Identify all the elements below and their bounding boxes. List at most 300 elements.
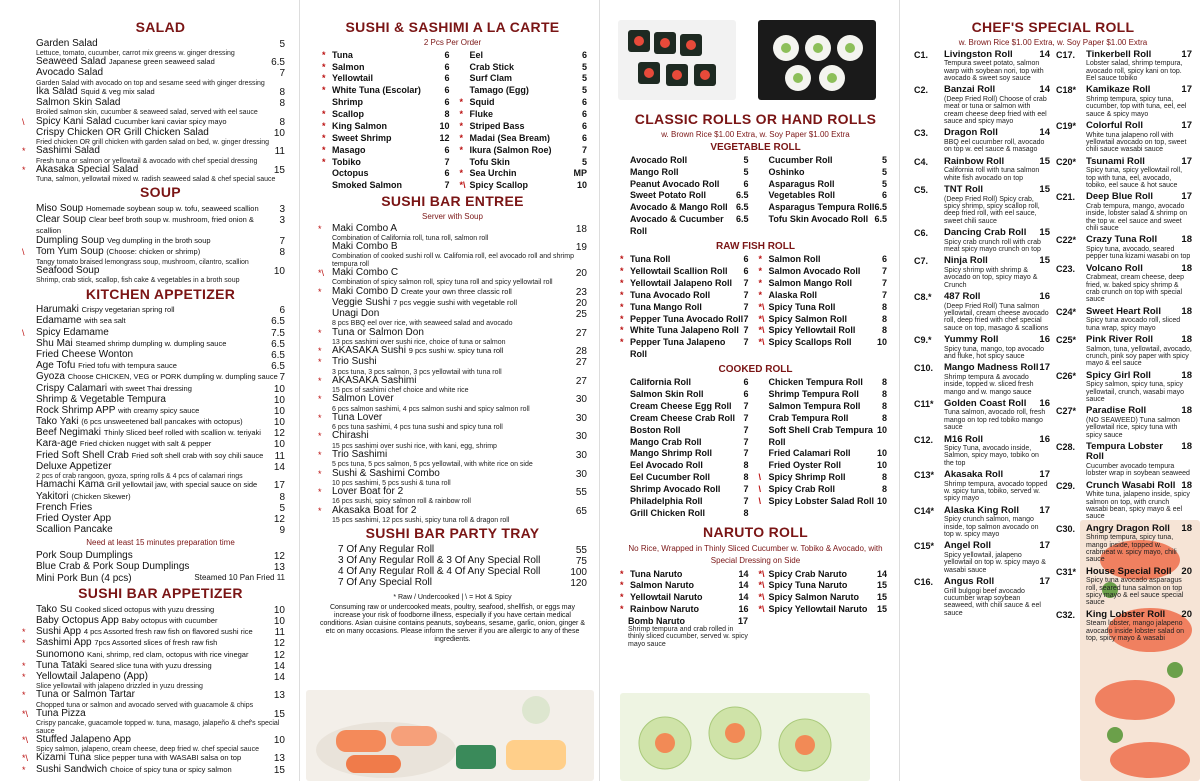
chef-roll-name: Angry Dragon Roll	[1086, 522, 1170, 534]
roll-price: 5	[743, 154, 749, 165]
spicy-raw-marker: *	[459, 97, 464, 108]
roll-item	[763, 377, 888, 389]
roll-name: Sweet Potato Roll	[630, 190, 707, 201]
item-price: 5	[279, 38, 285, 50]
item-price: 6.5	[271, 316, 285, 328]
chef-roll-item	[914, 470, 1050, 503]
chef-roll-name: Deep Blue Roll	[1086, 191, 1154, 203]
roll-price: 7	[743, 436, 749, 447]
chef-roll-name: House Special Roll	[1086, 565, 1172, 577]
roll-item	[322, 144, 450, 157]
roll-name: Yellowtail	[332, 73, 374, 84]
roll-item	[620, 289, 749, 302]
chef-roll-name: Angel Roll	[944, 540, 991, 552]
item-price: 10	[273, 417, 285, 429]
roll-price: 5	[581, 73, 587, 84]
prep-note: Need at least 15 minutes preparation time	[86, 538, 235, 548]
item-price: 19	[575, 242, 587, 254]
menu-item-name	[332, 376, 416, 387]
menu-item	[36, 68, 285, 87]
spicy-raw-marker: *	[22, 164, 26, 175]
chef-roll-body	[1086, 85, 1192, 118]
roll-price: 10	[876, 495, 887, 506]
roll-price: 7	[581, 144, 587, 155]
roll-price: 8	[881, 472, 887, 483]
roll-price: 5	[581, 156, 587, 167]
roll-item	[322, 85, 450, 97]
entree-sub: Server with Soup	[422, 211, 483, 221]
roll-name: California Roll	[630, 377, 692, 388]
allergy-warning: Consuming raw or undercooked meats, poultry, seafood, shellfish, or eggs may increase your risk of foodborne illness, especially if you have certain medical conditions. Asian cuisine contains peanuts, soybeans, sesame, garlic, onion, ginger & etc on many occasions. Please inform the server if you are allergic to any of these ingredients.	[320, 603, 585, 643]
chef-roll-body	[1086, 192, 1192, 232]
chef-roll-price: 15	[1039, 255, 1050, 267]
roll-name: Spicy Salmon Naruto	[768, 592, 860, 603]
raw-fish-roll-title: RAW FISH ROLL	[716, 240, 795, 252]
chef-roll-body	[1086, 50, 1192, 83]
chef-roll-body	[944, 577, 1050, 617]
roll-name: Philadelphia Roll	[630, 495, 703, 506]
chef-roll-name: Colorful Roll	[1086, 119, 1143, 131]
menu-item-name	[332, 328, 424, 339]
chef-roll-price: 18	[1181, 262, 1192, 274]
chef-roll-description: Spicy tuna, mango, top avocado and fluke, hot spicy sauce	[944, 345, 1045, 360]
menu-item-row	[36, 462, 285, 473]
roll-item	[464, 157, 588, 169]
item-price: 100	[570, 567, 587, 579]
chef-roll-name: TNT Roll	[944, 183, 984, 195]
roll-item	[620, 277, 749, 290]
roll-item	[322, 73, 450, 85]
spicy-raw-marker: *	[620, 266, 624, 276]
chef-roll-name-row	[1086, 85, 1192, 96]
roll-name: Octopus	[332, 168, 369, 179]
chef-roll-name-row	[1086, 235, 1192, 246]
chef-roll-body	[1086, 264, 1192, 304]
item-price: 30	[575, 431, 587, 443]
chef-roll-name-row	[944, 128, 1050, 139]
menu-item-name	[36, 316, 126, 327]
roll-name: Crab Tempura Roll	[768, 412, 849, 423]
roll-item	[624, 508, 749, 520]
roll-price: 8	[881, 377, 887, 388]
chef-roll-description: Crab tempura, mango, avocado inside, lobster salad & shrimp on the top w. eel sauce and sweet chili sauce	[1086, 202, 1188, 232]
roll-item	[763, 155, 888, 167]
item-price: 8	[279, 491, 285, 503]
item-inline-desc: Grill yellowtail jaw, with special sauce on side	[107, 480, 258, 490]
chef-roll-number: C15*	[914, 541, 935, 552]
spicy-raw-marker: *	[322, 73, 326, 84]
spicy-raw-marker: *	[318, 346, 322, 357]
roll-item	[624, 448, 749, 460]
menu-item	[318, 267, 587, 287]
menu-item-row	[36, 361, 285, 372]
chef-roll-item	[914, 335, 1050, 360]
item-price: 3	[279, 215, 285, 227]
spicy-raw-marker: *	[318, 487, 322, 498]
item-name: Veggie Sushi	[332, 296, 391, 308]
item-description: Tangy tomato braised lemongrass soup, mushroom, cilantro, scallion	[36, 258, 249, 266]
chef-roll-name: Dragon Roll	[944, 127, 998, 139]
item-price: 8	[279, 116, 285, 128]
item-name: Fried Oyster App	[36, 512, 112, 524]
menu-item	[36, 266, 285, 285]
roll-name: Fried Calamari Roll	[768, 448, 851, 459]
entree-title: SUSHI BAR ENTREE	[381, 193, 524, 210]
roll-item	[459, 180, 588, 192]
roll-name: Tofu Skin Avocado Roll	[768, 214, 869, 225]
pan-fried-price: Pan Fried 11	[239, 572, 285, 582]
item-price: 13	[273, 690, 285, 702]
menu-item-row	[36, 266, 285, 277]
menu-item	[332, 242, 587, 268]
chef-roll-name: M16 Roll	[944, 433, 984, 445]
legend-note: * Raw / Undercooked | \ = Hot & Spicy	[393, 593, 512, 601]
item-name: Crispy Chicken OR Grill Chicken Salad	[36, 126, 209, 138]
menu-item-name	[36, 98, 121, 109]
menu-item	[36, 215, 285, 236]
item-name: AKASAKA Sushi	[332, 345, 406, 357]
item-inline-desc: Squid & veg mix salad	[80, 86, 155, 96]
item-name: Beef Negimaki	[36, 427, 102, 439]
roll-name: Masago	[332, 144, 366, 155]
chef-roll-body	[1086, 235, 1192, 260]
item-price: 17	[273, 480, 285, 492]
roll-item	[758, 472, 888, 484]
item-price: 14	[273, 671, 285, 683]
chef-roll-name: Dancing Crab Roll	[944, 226, 1027, 238]
menu-item-name	[36, 765, 232, 776]
spicy-raw-marker: *	[322, 144, 326, 155]
item-price: 120	[570, 578, 587, 590]
item-inline-desc: Steamed shrimp dumpling w. dumpling sauce	[75, 338, 227, 348]
item-price: 10	[273, 394, 285, 406]
roll-name: King Salmon	[332, 120, 388, 131]
roll-name: Salmon Skin Roll	[630, 389, 704, 400]
spicy-raw-marker: *\	[22, 734, 29, 745]
roll-price: 5	[581, 61, 587, 72]
item-name: Shu Mai	[36, 337, 73, 349]
spicy-raw-marker: *	[459, 109, 464, 119]
roll-item	[763, 202, 888, 214]
chef-roll-item	[1056, 157, 1192, 190]
roll-price: 8	[743, 507, 749, 518]
menu-item-name	[36, 305, 175, 316]
menu-item-row	[22, 707, 285, 720]
chef-roll-body	[944, 50, 1050, 83]
menu-item	[22, 733, 285, 754]
item-inline-desc: Cucumber kani caviar spicy mayo	[114, 116, 227, 126]
roll-item	[758, 313, 888, 326]
menu-item-name	[338, 578, 432, 589]
item-price: 27	[575, 327, 587, 339]
menu-item-name	[36, 735, 131, 746]
item-description: 15 pcs of sashimi chef choice and white rice	[332, 387, 469, 395]
item-inline-desc: Choose CHICKEN, VEG or PORK dumpling w. dumpling sauce	[67, 372, 278, 382]
chef-roll-description: Tuna salmon, avocado roll, fresh mango on top red tobiko mango sauce	[944, 409, 1046, 432]
item-name: Tuna Tataki	[36, 659, 88, 671]
chef-roll-number: C3.	[914, 128, 929, 139]
item-price: 10	[273, 734, 285, 746]
classic-rolls-title: CLASSIC ROLLS OR HAND ROLLS	[634, 111, 877, 127]
spicy-raw-marker: *	[620, 337, 624, 348]
roll-name: Pepper Tuna Jalapeno Roll	[630, 337, 726, 360]
chef-roll-price: 17	[1181, 119, 1192, 131]
item-description: Spicy salmon, jalapeno, cream cheese, deep fried w. chef special sauce	[36, 746, 259, 754]
item-price: 7	[279, 236, 285, 248]
menu-item-name	[36, 709, 86, 720]
roll-name: Salmon Roll	[768, 254, 821, 265]
roll-item	[758, 254, 888, 266]
item-name: Avocado Salad	[36, 67, 104, 79]
menu-item-name	[36, 627, 253, 638]
roll-name: Vegetables Roll	[768, 190, 836, 201]
item-inline-desc: Cooked sliced octopus with yuzu dressing	[74, 604, 215, 614]
roll-name: Tuna Mango Roll	[630, 301, 702, 312]
item-inline-desc: Baby octopus with cucumber	[121, 615, 218, 625]
chef-roll-price: 18	[1181, 440, 1192, 452]
chef-roll-description: Shrimp tempura, spicy tuna, mango inside, topped w. crabmeat w. spicy mayo, chili sauce	[1086, 534, 1177, 564]
chef-roll-name-row	[1086, 406, 1192, 417]
spicy-raw-marker: *	[318, 327, 322, 338]
menu-item	[36, 128, 285, 147]
item-price: 5	[279, 502, 285, 514]
roll-price: 10	[876, 448, 887, 459]
item-name: Crispy Calamari	[36, 382, 108, 394]
roll-item	[758, 495, 888, 508]
roll-item	[620, 313, 749, 326]
menu-item-name	[332, 287, 512, 298]
chef-roll-item	[914, 292, 1050, 332]
roll-price: 7	[743, 495, 749, 506]
roll-price: 6	[743, 266, 749, 276]
chef-roll-item	[1056, 235, 1192, 260]
menu-item-name	[36, 68, 103, 79]
item-price: 10	[273, 266, 285, 277]
item-price: 8	[279, 247, 285, 259]
roll-item	[758, 277, 888, 290]
roll-name: Mango Crab Roll	[630, 436, 702, 447]
item-name: Maki Combo B	[332, 241, 398, 253]
party-tray-list	[318, 545, 587, 590]
menu-item	[318, 374, 587, 395]
menu-item-name	[36, 87, 155, 98]
chef-roll-name: Mango Madness Roll	[944, 362, 1039, 374]
roll-name: Chicken Tempura Roll	[768, 377, 863, 388]
roll-item	[624, 472, 749, 484]
menu-item-name	[36, 128, 209, 139]
chef-roll-name-row	[944, 85, 1050, 96]
chef-roll-price: 17	[1181, 155, 1192, 167]
roll-item	[464, 50, 588, 62]
chef-roll-name: Rainbow Roll	[944, 155, 1005, 167]
chef-roll-number: C12.	[914, 434, 934, 445]
chef-roll-name-row	[944, 157, 1050, 168]
roll-name: Salmon Mango Roll	[768, 277, 853, 288]
chef-roll-name-row	[1086, 335, 1192, 346]
roll-price: 6	[881, 190, 887, 201]
menu-item	[22, 670, 285, 691]
spicy-raw-marker: *	[758, 277, 763, 288]
item-inline-desc: with sweet Thai dressing	[109, 383, 192, 393]
spicy-raw-marker: *	[459, 120, 464, 131]
chef-roll-number: C16.	[914, 577, 934, 588]
menu-item	[22, 689, 285, 709]
roll-price: 6	[444, 144, 450, 155]
roll-item	[624, 377, 749, 389]
spicy-raw-marker: *	[322, 49, 326, 60]
cooked-roll-title: COOKED ROLL	[718, 364, 793, 375]
roll-name: Eel Cucumber Roll	[630, 472, 711, 483]
chef-roll-number: C7.	[914, 256, 929, 267]
roll-name: Fluke	[469, 109, 494, 119]
spicy-raw-marker: *	[318, 505, 322, 516]
chef-roll-body	[1086, 157, 1192, 190]
menu-item-row	[318, 411, 587, 424]
roll-price: 6	[743, 377, 749, 388]
item-name: 7 Of Any Special Roll	[338, 577, 432, 589]
menu-item-name	[36, 650, 248, 661]
roll-item	[322, 49, 450, 62]
roll-name: Shrimp Tempura Roll	[768, 389, 859, 400]
naruto-sub: No Rice, Wrapped in Thinly Sliced Cucumber w. Tobiko & Avocado, with Special Dressing on Side	[628, 544, 883, 565]
chef-roll-body	[1086, 610, 1192, 643]
menu-item-name	[332, 450, 387, 461]
roll-name: Tuna Avocado Roll	[630, 289, 711, 300]
chef-roll-body	[1086, 481, 1192, 521]
menu-item-name	[36, 462, 112, 473]
chef-roll-name-row	[944, 399, 1050, 410]
chef-roll-description: Cucumber avocado tempura lobster wrap in soybean seaweed	[1086, 463, 1190, 478]
item-price: 8	[279, 86, 285, 98]
roll-item	[758, 337, 888, 349]
menu-item-row	[318, 430, 587, 443]
spicy-raw-marker: *\	[459, 180, 466, 191]
spicy-raw-marker: *	[620, 277, 624, 288]
item-name: Harumaki	[36, 304, 79, 316]
item-name: Akasaka Boat for 2	[332, 504, 417, 516]
spicy-raw-marker: *	[459, 168, 464, 179]
menu-item	[318, 467, 587, 488]
roll-price: 7	[444, 180, 450, 191]
chef-roll-number: C17.	[1056, 49, 1076, 60]
roll-item	[624, 167, 749, 179]
naruto-title: NARUTO ROLL	[703, 523, 808, 540]
chef-roll-description: Spicy crunch salmon, mango inside, top salmon avocado on top w. spicy mayo	[944, 516, 1039, 539]
roll-name: Smoked Salmon	[332, 180, 403, 191]
roll-price: 15	[876, 580, 887, 591]
spicy-raw-marker: \	[22, 327, 25, 338]
chef-roll-name-row	[944, 335, 1050, 346]
spicy-raw-marker: *	[322, 132, 326, 143]
roll-item	[620, 604, 749, 616]
spicy-raw-marker: *\	[758, 604, 765, 615]
item-description: Combination of spicy salmon roll, spicy tuna roll and spicy yellowtail roll	[332, 279, 553, 287]
roll-item	[758, 604, 888, 616]
item-name: Fried Soft Shell Crab	[36, 449, 129, 461]
menu-item	[36, 462, 285, 481]
menu-item-name	[332, 413, 382, 424]
spicy-raw-marker: *	[318, 223, 322, 234]
chef-roll-item	[914, 506, 1050, 539]
roll-price: 6	[881, 254, 887, 265]
chef-roll-name-row	[1086, 192, 1192, 203]
roll-price: 6	[444, 85, 450, 96]
dumpling-prices	[194, 574, 285, 583]
chef-roll-price: 18	[1181, 333, 1192, 345]
item-name: Deluxe Appetizer	[36, 460, 112, 472]
menu-item-name	[36, 395, 166, 406]
roll-item	[459, 132, 588, 145]
roll-name: Spicy Crab Roll	[768, 484, 836, 495]
roll-name: Mango Roll	[630, 166, 679, 177]
item-price: 14	[273, 660, 285, 672]
menu-item-row	[318, 222, 587, 235]
spicy-raw-marker: *	[318, 375, 322, 386]
roll-price: 7	[743, 484, 749, 495]
item-name: Age Tofu	[36, 360, 76, 372]
dumpling-name: Mini Pork Bun (4 pcs)	[36, 572, 132, 584]
item-name: Maki Combo C	[332, 267, 399, 279]
item-name: Salmon Skin Salad	[36, 97, 121, 109]
roll-price: 6	[743, 389, 749, 400]
roll-price: 7	[743, 337, 749, 348]
roll-item	[459, 144, 588, 157]
item-name: French Fries	[36, 501, 93, 513]
item-inline-desc: 7pcs Assorted slices of fresh raw fish	[94, 638, 218, 648]
menu-item-name	[36, 514, 111, 525]
chef-roll-name-row	[944, 363, 1050, 374]
chef-roll-description: White tuna jalapeno roll with yellowtail avocado on top, sweet chili sauce wasabi sauce	[1086, 131, 1187, 154]
menu-item-row	[318, 504, 587, 517]
roll-name: Madai (Sea Bream)	[469, 132, 551, 143]
menu-item-name	[36, 165, 138, 176]
chef-roll-description: (Deep Fried Roll) Spicy crab, spicy shrimp, spicy scallop roll, deep fried roll, with eel sauce, sweet chili sauce	[944, 195, 1040, 225]
item-price: 15	[273, 164, 285, 176]
chef-roll-price: 15	[1039, 155, 1050, 167]
spicy-raw-marker: *	[22, 627, 26, 638]
chef-roll-name-row	[1086, 442, 1192, 463]
item-name: Spicy Edamame	[36, 326, 109, 338]
menu-item-row	[36, 68, 285, 79]
chef-roll-description: Spicy tuna, spicy yellowtail roll, top with tuna, eel, avocado, tobiko, eel sauce & hot sauce	[1086, 167, 1183, 189]
sushi-rolls-photo-2	[758, 20, 876, 100]
item-price: 18	[575, 223, 587, 235]
item-price: 25	[575, 309, 587, 321]
chef-roll-price: 18	[1181, 522, 1192, 534]
roll-item	[624, 496, 749, 508]
roll-item	[624, 179, 749, 191]
roll-price: 15	[876, 604, 887, 615]
roll-price: 6.5	[874, 202, 887, 213]
chef-roll-item	[914, 435, 1050, 468]
menu-item-name	[36, 57, 215, 68]
chef-roll-name-row	[1086, 264, 1192, 275]
dumpling-name: Pork Soup Dumplings	[36, 550, 133, 562]
menu-item-name	[36, 753, 241, 764]
chef-roll-price: 17	[1039, 469, 1050, 481]
roll-price: 7	[881, 289, 887, 300]
kitchen-appetizer-title: KITCHEN APPETIZER	[85, 285, 236, 302]
menu-item	[22, 163, 285, 184]
roll-name: Sweet Shrimp	[332, 132, 392, 143]
item-inline-desc: Fried tofu with tempura sauce	[78, 361, 177, 371]
chef-roll-body	[944, 399, 1050, 432]
item-price: 6.5	[271, 338, 285, 350]
item-price: 13	[273, 753, 285, 765]
roll-name: Striped Bass	[469, 120, 525, 131]
roll-name: Salmon	[332, 61, 365, 72]
item-name: Seaweed Salad	[36, 56, 107, 68]
